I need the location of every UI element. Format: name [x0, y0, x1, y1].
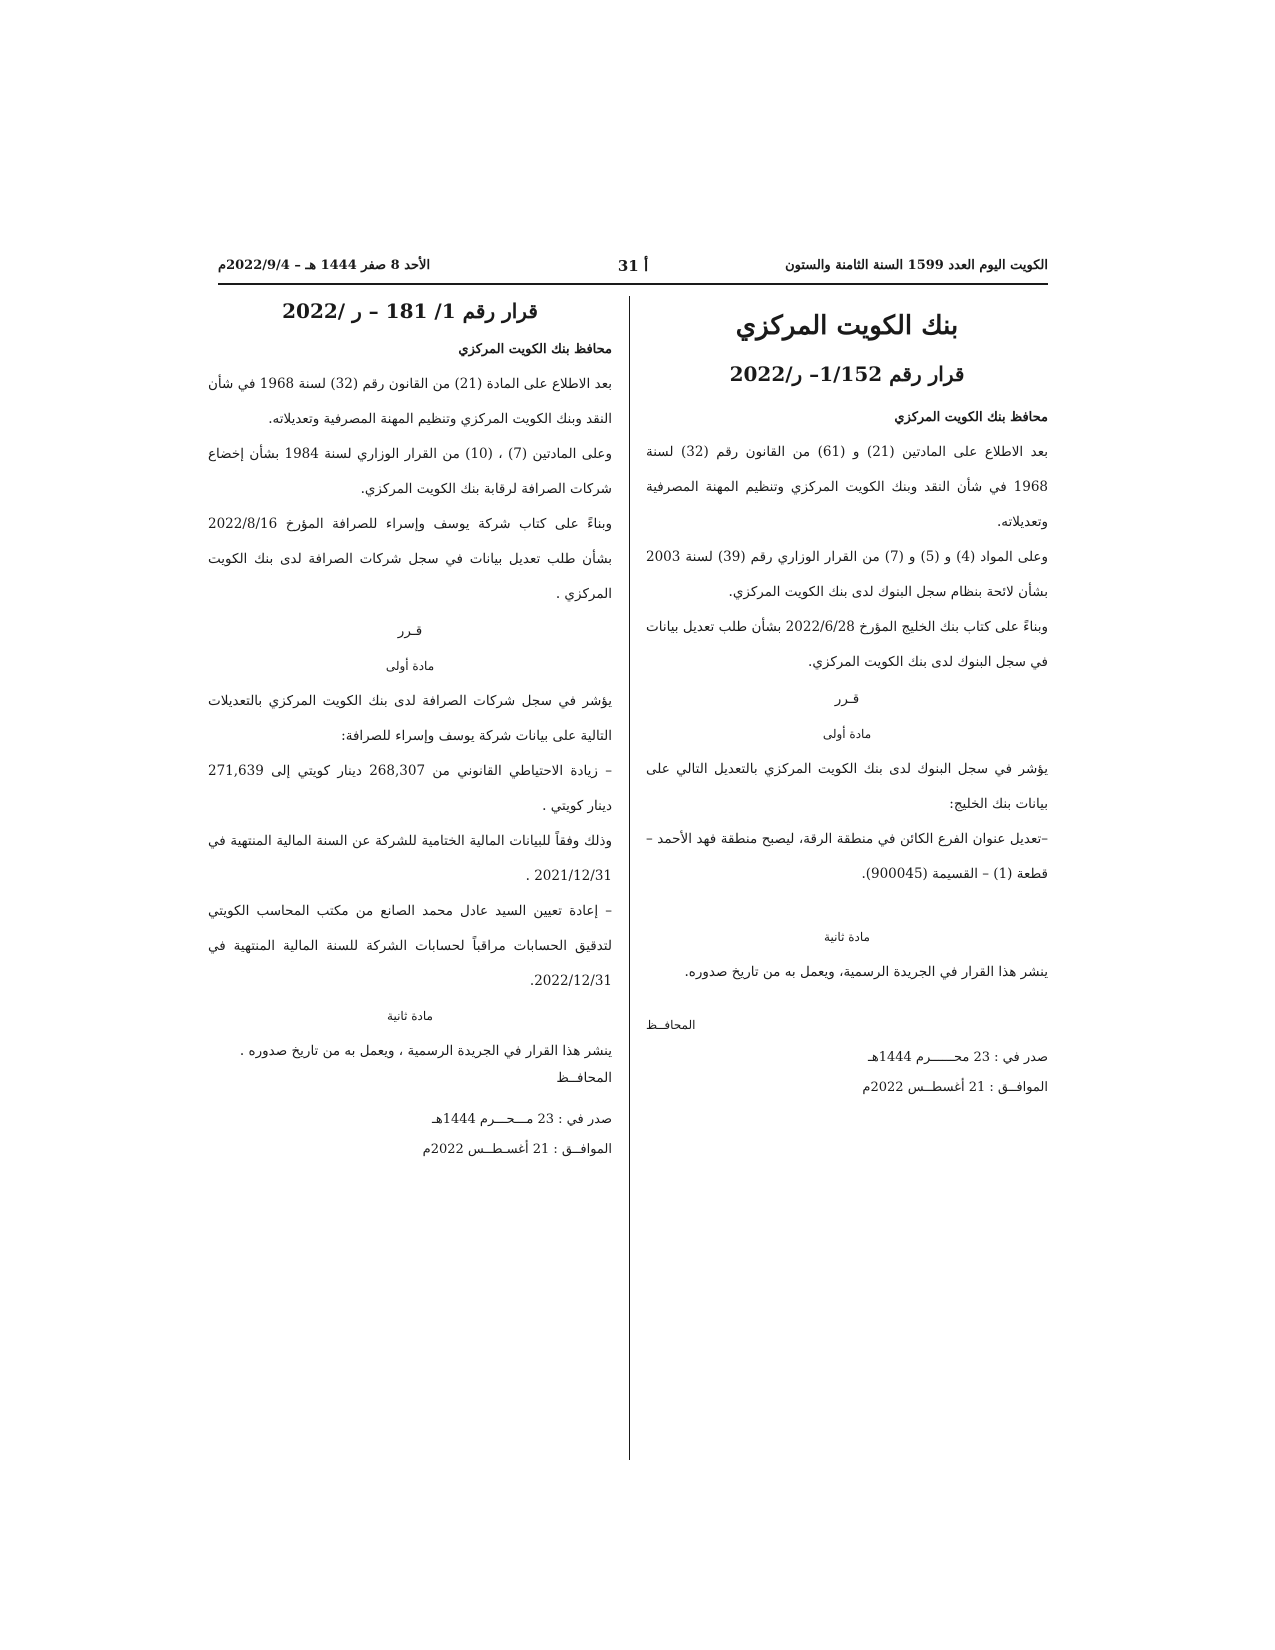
page-header — [218, 258, 1048, 284]
preamble-paragraph: وعلى المواد (4) و (5) و (7) من القرار الوزاري رقم (39) لسنة 2003 بشأن لائحة بنظام سجل البنوك لدى بنك الكويت المركزي. — [646, 549, 1049, 600]
article-item: – إعادة تعيين السيد عادل محمد الصانع من مكتب المحاسب الكويتي لتدقيق الحسابات مراقباً لحسابات الشركة للسنة المالية المنتهية في 2022/12/31. — [208, 903, 612, 989]
preamble-paragraph: وبناءً على كتاب بنك الخليج المؤرخ 2022/6/28 بشأن طلب تعديل بيانات في سجل البنوك لدى بنك الكويت المركزي. — [646, 619, 1048, 670]
issue-date-block — [382, 1105, 612, 1165]
spacer — [208, 1087, 612, 1105]
column-divider — [629, 296, 630, 1460]
preamble-paragraph: وعلى المادتين (7) ، (10) من القرار الوزاري لسنة 1984 بشأن إخضاع شركات الصرافة لرقابة بنك الكويت المركزي. — [208, 446, 612, 497]
preamble-paragraph: بعد الاطلاع على المادة (21) من القانون رقم (32) لسنة 1968 في شأن النقد وبنك الكويت المركزي وتنظيم المهنة المصرفية وتعديلاته. — [208, 376, 612, 427]
corresponding-date: الموافــق : 21 أغسـطــس 2022م — [422, 1142, 612, 1157]
article-heading: مادة أولى — [822, 727, 872, 741]
decree-title: قرار رقم 1/152– ر/2022 — [729, 362, 965, 386]
gazette-issue-info: الكويت اليوم العدد 1599 السنة الثامنة والستون — [785, 258, 1048, 273]
preamble-paragraph: بعد الاطلاع على المادتين (21) و (61) من القانون رقم (32) لسنة 1968 في شأن النقد وبنك الكويت المركزي وتنظيم المهنة المصرفية وتعديلاته. — [646, 444, 1049, 530]
signature-title: المحافــظ — [646, 1018, 696, 1032]
spacer — [646, 892, 1048, 920]
issuer-line: محافظ بنك الكويت المركزي — [894, 410, 1048, 425]
issued-date: صدر في : 23 مـــحـــرم 1444هـ — [432, 1112, 612, 1127]
signature-title: المحافــظ — [556, 1070, 612, 1086]
spacer — [646, 990, 1048, 1008]
issue-date: الأحد 8 صفر 1444 هـ – 2022/9/4م — [218, 258, 431, 273]
article-text: ينشر هذا القرار في الجريدة الرسمية، ويعمل به من تاريخ صدوره. — [684, 964, 1048, 980]
article-heading: مادة ثانية — [387, 1009, 433, 1023]
decree-title: قرار رقم 1/ 181 – ر /2022 — [282, 299, 538, 323]
article-item: – زيادة الاحتياطي القانوني من 268,307 دينار كويتي إلى 271,639 دينار كويتي . — [208, 763, 612, 814]
issue-date-block — [858, 1043, 1048, 1103]
article-item: –تعديل عنوان الفرع الكائن في منطقة الرقة، ليصبح منطقة فهد الأحمد – قطعة (1) – القسيمة (900045). — [646, 831, 1048, 882]
header-rule — [218, 283, 1048, 285]
issuer-line: محافظ بنك الكويت المركزي — [458, 342, 612, 357]
article-text: يؤشر في سجل البنوك لدى بنك الكويت المركزي بالتعديل التالي على بيانات بنك الخليج: — [646, 761, 1048, 812]
article-heading: مادة أولى — [385, 659, 435, 673]
bank-title: بنك الكويت المركزي — [735, 311, 959, 341]
preamble-paragraph: وبناءً على كتاب شركة يوسف وإسراء للصرافة المؤرخ 2022/8/16 بشأن طلب تعديل بيانات في سجل شركات الصرافة لدى بنك الكويت المركزي . — [208, 516, 612, 602]
decree-181-column — [208, 296, 612, 1165]
page-number: أ 31 — [617, 257, 649, 275]
article-note: وذلك وفقاً للبيانات المالية الختامية للشركة عن السنة المالية المنتهية في 2021/12/31 . — [208, 833, 612, 884]
article-text: يؤشر في سجل شركات الصرافة لدى بنك الكويت المركزي بالتعديلات التالية على بيانات شركة يوسف وإسراء للصرافة: — [208, 693, 612, 744]
resolved-heading: قـرر — [397, 623, 423, 639]
article-text: ينشر هذا القرار في الجريدة الرسمية ، ويعمل به من تاريخ صدوره . — [239, 1043, 612, 1059]
resolved-heading: قـرر — [834, 691, 860, 707]
issued-date: صدر في : 23 محــــــرم 1444هـ — [868, 1050, 1048, 1065]
article-heading: مادة ثانية — [824, 930, 870, 944]
corresponding-date: الموافــق : 21 أغسطــس 2022م — [862, 1080, 1048, 1095]
decree-152-column — [646, 294, 1048, 1103]
